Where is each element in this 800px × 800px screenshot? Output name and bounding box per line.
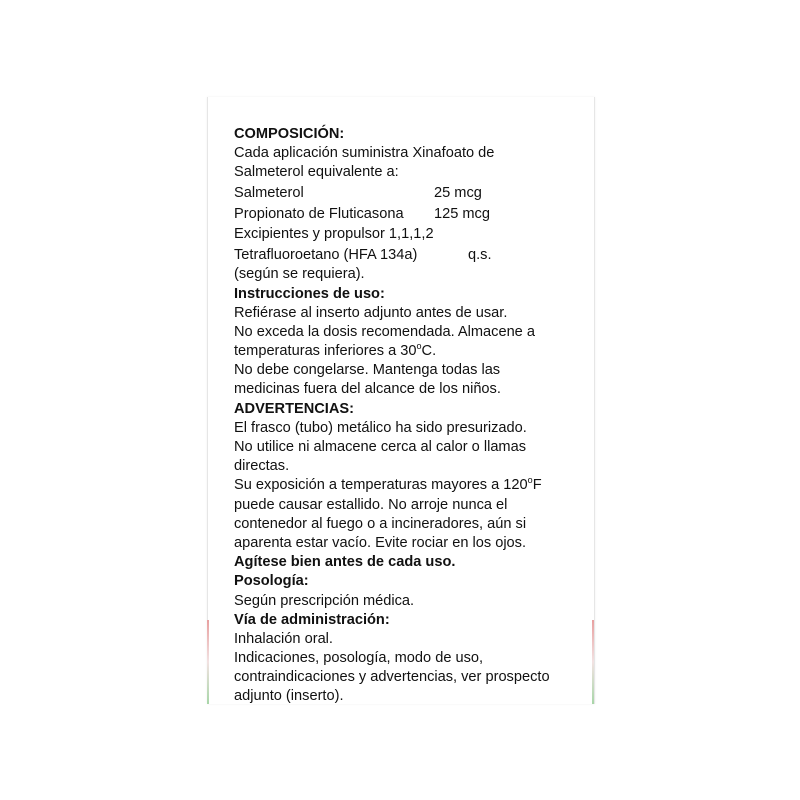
ingredient-name: Tetrafluoroetano (HFA 134a)	[234, 247, 418, 264]
ingredient-value: 125 mcg	[434, 205, 490, 222]
label-text-block	[234, 125, 574, 707]
temp-text: temperaturas inferiores a 30	[234, 343, 417, 360]
temp-text: Su exposición a temperaturas mayores a 120	[234, 477, 528, 494]
advertencias-line-5: puede causar estallido. No arroje nunca el	[234, 496, 508, 513]
via-text: Inhalación oral.	[234, 630, 333, 647]
right-edge-color-strip	[592, 620, 594, 704]
instrucciones-line-4: No debe congelarse. Mantenga todas las	[234, 362, 501, 379]
posologia-heading: Posología:	[234, 573, 309, 590]
ingredient-value: 25 mcg	[434, 185, 482, 202]
composicion-line-2: Salmeterol equivalente a:	[234, 164, 399, 181]
advertencias-line-1: El frasco (tubo) metálico ha sido presurizado.	[234, 419, 527, 436]
excipients-line: Excipientes y propulsor 1,1,1,2	[234, 226, 434, 243]
indicaciones-line-3: adjunto (inserto).	[234, 688, 344, 705]
instrucciones-line-1: Refiérase al inserto adjunto antes de usar.	[234, 304, 508, 321]
ingredient-name: Salmeterol	[234, 185, 304, 202]
ingredient-row-salmeterol	[234, 184, 574, 203]
composicion-heading: COMPOSICIÓN:	[234, 126, 345, 142]
posologia-text: Según prescripción médica.	[234, 592, 415, 609]
instrucciones-line-5: medicinas fuera del alcance de los niños.	[234, 381, 501, 398]
advertencias-line-7: aparenta estar vacío. Evite rociar en los ojos.	[234, 534, 527, 551]
advertencias-heading: ADVERTENCIAS:	[234, 400, 354, 417]
indicaciones-line-2: contraindicaciones y advertencias, ver prospecto	[234, 669, 550, 686]
advertencias-line-4	[234, 476, 574, 495]
segun-requiera-line: (según se requiera).	[234, 266, 365, 283]
instrucciones-heading: Instrucciones de uso:	[234, 285, 385, 302]
ingredient-name: Propionato de Fluticasona	[234, 205, 404, 222]
advertencias-line-3: directas.	[234, 458, 290, 475]
instrucciones-line-2: No exceda la dosis recomendada. Almacene a	[234, 323, 535, 340]
ingredient-row-tetrafluoroetano	[234, 246, 574, 265]
indicaciones-line-1: Indicaciones, posología, modo de uso,	[234, 650, 484, 667]
via-heading: Vía de administración:	[234, 611, 390, 628]
advertencias-line-2: No utilice ni almacene cerca al calor o llamas	[234, 439, 527, 455]
degree-mark: o	[527, 475, 533, 486]
instrucciones-line-3	[234, 342, 574, 361]
left-edge-color-strip	[207, 620, 209, 704]
temp-unit: F	[532, 477, 542, 494]
composicion-line-1: Cada aplicación suministra Xinafoato de	[234, 145, 495, 162]
temp-unit: C.	[421, 343, 437, 360]
ingredient-value: q.s.	[468, 247, 492, 264]
degree-mark: o	[416, 341, 422, 352]
agitese-line: Agítese bien antes de cada uso.	[234, 554, 456, 571]
advertencias-line-6: contenedor al fuego o a incineradores, aún si	[234, 515, 527, 532]
ingredient-row-fluticasona	[234, 205, 574, 224]
